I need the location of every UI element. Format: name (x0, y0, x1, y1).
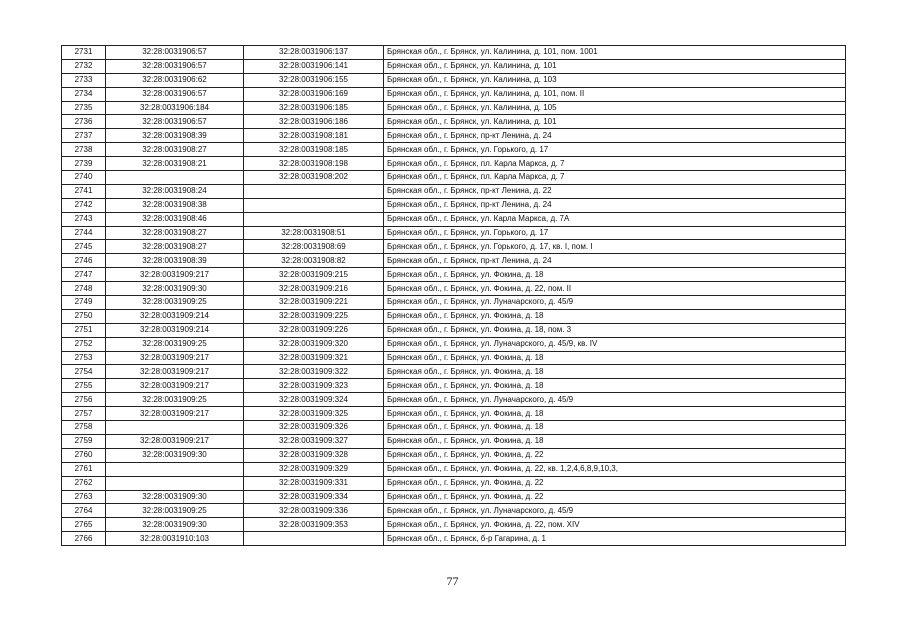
parcel-number-cell: 32:28:0031909:217 (106, 434, 244, 448)
address-cell: Брянская обл., г. Брянск, ул. Калинина, д. 101, пом. II (384, 87, 846, 101)
row-number-cell: 2741 (62, 184, 106, 198)
parcel-number-cell: 32:28:0031909:30 (106, 490, 244, 504)
object-number-cell: 32:28:0031909:334 (244, 490, 384, 504)
object-number-cell: 32:28:0031909:327 (244, 434, 384, 448)
parcel-number-cell: 32:28:0031909:214 (106, 323, 244, 337)
parcel-number-cell: 32:28:0031906:184 (106, 101, 244, 115)
parcel-number-cell (106, 462, 244, 476)
parcel-number-cell: 32:28:0031909:217 (106, 365, 244, 379)
table-row (62, 129, 846, 143)
address-cell: Брянская обл., г. Брянск, ул. Калинина, д. 101 (384, 115, 846, 129)
parcel-number-cell: 32:28:0031908:38 (106, 198, 244, 212)
object-number-cell: 32:28:0031909:331 (244, 476, 384, 490)
table-row (62, 309, 846, 323)
parcel-number-cell: 32:28:0031909:217 (106, 379, 244, 393)
object-number-cell: 32:28:0031909:226 (244, 323, 384, 337)
row-number-cell: 2736 (62, 115, 106, 129)
address-cell: Брянская обл., г. Брянск, ул. Фокина, д. 18 (384, 407, 846, 421)
object-number-cell: 32:28:0031909:336 (244, 504, 384, 518)
address-cell: Брянская обл., г. Брянск, ул. Фокина, д. 22, пом. II (384, 282, 846, 296)
parcel-number-cell: 32:28:0031909:25 (106, 337, 244, 351)
row-number-cell: 2732 (62, 59, 106, 73)
address-cell: Брянская обл., г. Брянск, ул. Горького, д. 17, кв. I, пом. I (384, 240, 846, 254)
parcel-number-cell: 32:28:0031909:30 (106, 282, 244, 296)
parcel-number-cell: 32:28:0031908:27 (106, 143, 244, 157)
row-number-cell: 2747 (62, 268, 106, 282)
table-row (62, 504, 846, 518)
object-number-cell: 32:28:0031909:225 (244, 309, 384, 323)
parcel-number-cell: 32:28:0031909:30 (106, 518, 244, 532)
table-row (62, 73, 846, 87)
table-row (62, 407, 846, 421)
table-row (62, 476, 846, 490)
address-cell: Брянская обл., г. Брянск, ул. Фокина, д. 18 (384, 365, 846, 379)
table-row (62, 462, 846, 476)
parcel-number-cell: 32:28:0031908:24 (106, 184, 244, 198)
table-row (62, 212, 846, 226)
row-number-cell: 2754 (62, 365, 106, 379)
parcel-number-cell: 32:28:0031908:46 (106, 212, 244, 226)
parcel-number-cell (106, 171, 244, 185)
address-cell: Брянская обл., г. Брянск, ул. Фокина, д. 18 (384, 421, 846, 435)
table-row (62, 421, 846, 435)
table-row (62, 365, 846, 379)
row-number-cell: 2759 (62, 434, 106, 448)
address-cell: Брянская обл., г. Брянск, ул. Горького, д. 17 (384, 143, 846, 157)
address-cell: Брянская обл., г. Брянск, пр-кт Ленина, д. 24 (384, 198, 846, 212)
address-cell: Брянская обл., г. Брянск, ул. Горького, д. 17 (384, 226, 846, 240)
parcel-number-cell: 32:28:0031908:39 (106, 254, 244, 268)
object-number-cell: 32:28:0031909:216 (244, 282, 384, 296)
address-cell: Брянская обл., г. Брянск, ул. Фокина, д. 18, пом. 3 (384, 323, 846, 337)
table-row (62, 518, 846, 532)
row-number-cell: 2765 (62, 518, 106, 532)
object-number-cell (244, 184, 384, 198)
table-row (62, 115, 846, 129)
parcel-number-cell: 32:28:0031909:25 (106, 393, 244, 407)
row-number-cell: 2742 (62, 198, 106, 212)
row-number-cell: 2766 (62, 532, 106, 546)
row-number-cell: 2735 (62, 101, 106, 115)
address-cell: Брянская обл., г. Брянск, ул. Луначарского, д. 45/9 (384, 393, 846, 407)
row-number-cell: 2740 (62, 171, 106, 185)
parcel-number-cell: 32:28:0031909:25 (106, 504, 244, 518)
address-cell: Брянская обл., г. Брянск, пл. Карла Маркса, д. 7 (384, 171, 846, 185)
parcel-number-cell: 32:28:0031909:217 (106, 351, 244, 365)
row-number-cell: 2764 (62, 504, 106, 518)
row-number-cell: 2753 (62, 351, 106, 365)
row-number-cell: 2762 (62, 476, 106, 490)
object-number-cell (244, 532, 384, 546)
address-cell: Брянская обл., г. Брянск, пр-кт Ленина, д. 24 (384, 254, 846, 268)
object-number-cell: 32:28:0031906:141 (244, 59, 384, 73)
address-cell: Брянская обл., г. Брянск, ул. Калинина, д. 103 (384, 73, 846, 87)
row-number-cell: 2744 (62, 226, 106, 240)
table-row (62, 101, 846, 115)
row-number-cell: 2761 (62, 462, 106, 476)
address-cell: Брянская обл., г. Брянск, пл. Карла Маркса, д. 7 (384, 157, 846, 171)
table-row (62, 226, 846, 240)
address-cell: Брянская обл., г. Брянск, б-р Гагарина, д. 1 (384, 532, 846, 546)
row-number-cell: 2760 (62, 448, 106, 462)
object-number-cell (244, 212, 384, 226)
address-cell: Брянская обл., г. Брянск, ул. Фокина, д. 22 (384, 476, 846, 490)
address-cell: Брянская обл., г. Брянск, ул. Фокина, д. 18 (384, 434, 846, 448)
address-cell: Брянская обл., г. Брянск, ул. Карла Маркса, д. 7А (384, 212, 846, 226)
parcel-number-cell: 32:28:0031908:27 (106, 240, 244, 254)
object-number-cell: 32:28:0031909:328 (244, 448, 384, 462)
parcel-number-cell: 32:28:0031910:103 (106, 532, 244, 546)
parcel-number-cell: 32:28:0031909:217 (106, 268, 244, 282)
row-number-cell: 2758 (62, 421, 106, 435)
object-number-cell: 32:28:0031906:155 (244, 73, 384, 87)
table-row (62, 198, 846, 212)
row-number-cell: 2757 (62, 407, 106, 421)
table-row (62, 184, 846, 198)
parcel-number-cell: 32:28:0031909:217 (106, 407, 244, 421)
row-number-cell: 2738 (62, 143, 106, 157)
row-number-cell: 2750 (62, 309, 106, 323)
row-number-cell: 2751 (62, 323, 106, 337)
object-number-cell: 32:28:0031909:326 (244, 421, 384, 435)
row-number-cell: 2733 (62, 73, 106, 87)
parcel-number-cell: 32:28:0031909:25 (106, 296, 244, 310)
object-number-cell: 32:28:0031906:137 (244, 46, 384, 60)
row-number-cell: 2763 (62, 490, 106, 504)
table-row (62, 157, 846, 171)
parcel-number-cell: 32:28:0031906:62 (106, 73, 244, 87)
parcel-number-cell: 32:28:0031908:27 (106, 226, 244, 240)
object-number-cell: 32:28:0031908:198 (244, 157, 384, 171)
address-cell: Брянская обл., г. Брянск, пр-кт Ленина, д. 22 (384, 184, 846, 198)
object-number-cell: 32:28:0031909:329 (244, 462, 384, 476)
row-number-cell: 2748 (62, 282, 106, 296)
table-row (62, 282, 846, 296)
table-row (62, 143, 846, 157)
object-number-cell: 32:28:0031909:325 (244, 407, 384, 421)
object-number-cell: 32:28:0031909:320 (244, 337, 384, 351)
object-number-cell: 32:28:0031909:321 (244, 351, 384, 365)
address-cell: Брянская обл., г. Брянск, ул. Луначарского, д. 45/9, кв. IV (384, 337, 846, 351)
address-cell: Брянская обл., г. Брянск, пр-кт Ленина, д. 24 (384, 129, 846, 143)
page-number: 77 (446, 574, 459, 588)
table-body (62, 46, 846, 546)
parcel-number-cell: 32:28:0031908:39 (106, 129, 244, 143)
address-cell: Брянская обл., г. Брянск, ул. Фокина, д. 18 (384, 309, 846, 323)
object-number-cell: 32:28:0031908:82 (244, 254, 384, 268)
object-number-cell: 32:28:0031906:185 (244, 101, 384, 115)
address-cell: Брянская обл., г. Брянск, ул. Калинина, д. 101, пом. 1001 (384, 46, 846, 60)
object-number-cell (244, 198, 384, 212)
table-row (62, 448, 846, 462)
table-row (62, 268, 846, 282)
table-row (62, 46, 846, 60)
parcel-number-cell: 32:28:0031906:57 (106, 87, 244, 101)
object-number-cell: 32:28:0031908:185 (244, 143, 384, 157)
address-cell: Брянская обл., г. Брянск, ул. Фокина, д. 22, кв. 1,2,4,6,8,9,10,3, (384, 462, 846, 476)
object-number-cell: 32:28:0031906:186 (244, 115, 384, 129)
table-row (62, 532, 846, 546)
object-number-cell: 32:28:0031908:69 (244, 240, 384, 254)
object-number-cell: 32:28:0031909:324 (244, 393, 384, 407)
table-row (62, 490, 846, 504)
address-cell: Брянская обл., г. Брянск, ул. Калинина, д. 105 (384, 101, 846, 115)
table-row (62, 296, 846, 310)
object-number-cell: 32:28:0031909:322 (244, 365, 384, 379)
object-number-cell: 32:28:0031908:181 (244, 129, 384, 143)
object-number-cell: 32:28:0031909:323 (244, 379, 384, 393)
table-row (62, 351, 846, 365)
row-number-cell: 2734 (62, 87, 106, 101)
parcel-number-cell: 32:28:0031906:57 (106, 46, 244, 60)
parcel-number-cell: 32:28:0031909:30 (106, 448, 244, 462)
row-number-cell: 2755 (62, 379, 106, 393)
parcel-number-cell (106, 476, 244, 490)
table-row (62, 171, 846, 185)
object-number-cell: 32:28:0031909:353 (244, 518, 384, 532)
address-cell: Брянская обл., г. Брянск, ул. Фокина, д. 22, пом. XIV (384, 518, 846, 532)
parcel-number-cell: 32:28:0031906:57 (106, 59, 244, 73)
address-cell: Брянская обл., г. Брянск, ул. Фокина, д. 18 (384, 351, 846, 365)
row-number-cell: 2739 (62, 157, 106, 171)
table-row (62, 59, 846, 73)
parcel-number-cell: 32:28:0031908:21 (106, 157, 244, 171)
address-cell: Брянская обл., г. Брянск, ул. Луначарского, д. 45/9 (384, 296, 846, 310)
object-number-cell: 32:28:0031906:169 (244, 87, 384, 101)
table-row (62, 87, 846, 101)
cadastral-table (61, 45, 846, 546)
table-row (62, 323, 846, 337)
table-row (62, 379, 846, 393)
row-number-cell: 2756 (62, 393, 106, 407)
row-number-cell: 2737 (62, 129, 106, 143)
object-number-cell: 32:28:0031909:215 (244, 268, 384, 282)
table-row (62, 240, 846, 254)
table-row (62, 254, 846, 268)
address-cell: Брянская обл., г. Брянск, ул. Фокина, д. 18 (384, 379, 846, 393)
object-number-cell: 32:28:0031909:221 (244, 296, 384, 310)
row-number-cell: 2749 (62, 296, 106, 310)
parcel-number-cell (106, 421, 244, 435)
row-number-cell: 2752 (62, 337, 106, 351)
row-number-cell: 2746 (62, 254, 106, 268)
row-number-cell: 2731 (62, 46, 106, 60)
address-cell: Брянская обл., г. Брянск, ул. Луначарского, д. 45/9 (384, 504, 846, 518)
object-number-cell: 32:28:0031908:51 (244, 226, 384, 240)
address-cell: Брянская обл., г. Брянск, ул. Калинина, д. 101 (384, 59, 846, 73)
row-number-cell: 2743 (62, 212, 106, 226)
row-number-cell: 2745 (62, 240, 106, 254)
table-row (62, 393, 846, 407)
table-row (62, 337, 846, 351)
address-cell: Брянская обл., г. Брянск, ул. Фокина, д. 22 (384, 490, 846, 504)
parcel-number-cell: 32:28:0031909:214 (106, 309, 244, 323)
address-cell: Брянская обл., г. Брянск, ул. Фокина, д. 22 (384, 448, 846, 462)
parcel-number-cell: 32:28:0031906:57 (106, 115, 244, 129)
object-number-cell: 32:28:0031908:202 (244, 171, 384, 185)
address-cell: Брянская обл., г. Брянск, ул. Фокина, д. 18 (384, 268, 846, 282)
table-row (62, 434, 846, 448)
